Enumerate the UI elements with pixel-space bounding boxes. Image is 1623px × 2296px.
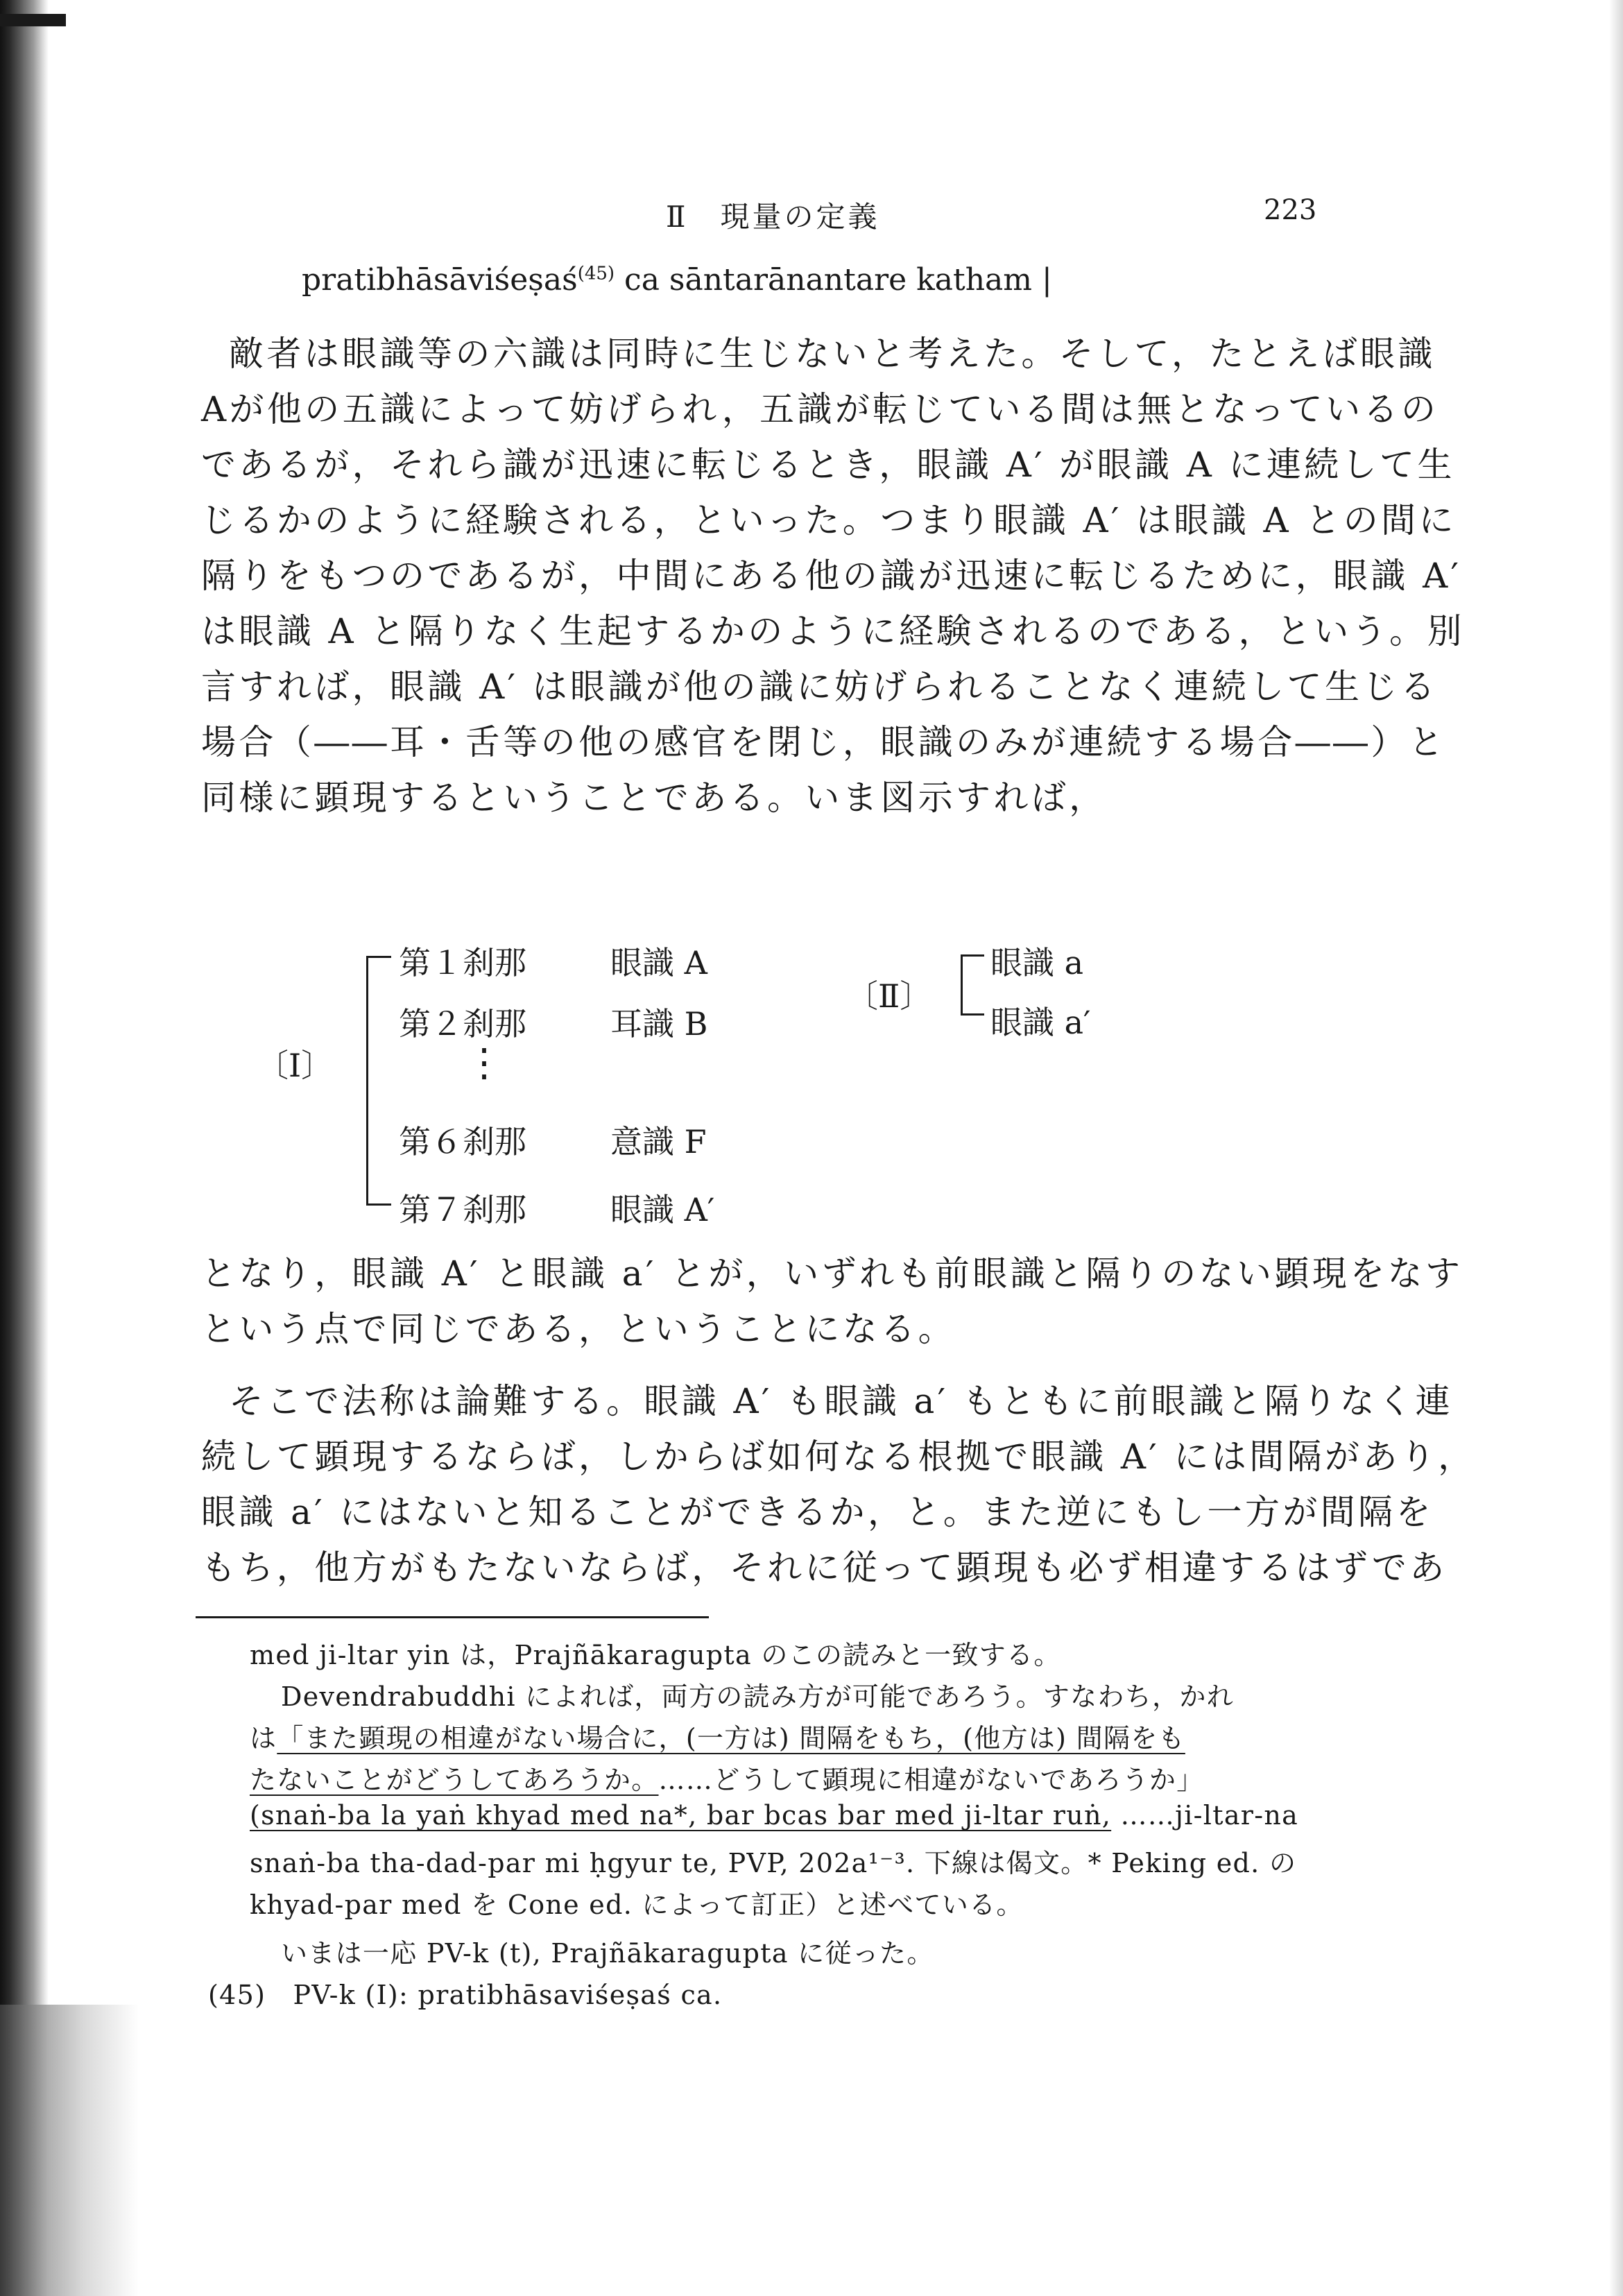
footnote-line-4-underlined: たないことがどうしてあろうか。: [250, 1765, 659, 1795]
bracket-1-vertical: [366, 956, 368, 1206]
body-line-8: 場合（――耳・舌等の他の感官を閉じ，眼識のみが連続する場合――）と: [201, 722, 1447, 762]
footnote-line-5: [250, 1800, 1298, 1831]
footnote-line-8: いまは一応 PV-k (t), Prajñākaragupta に従った。: [281, 1938, 934, 1969]
body3-line-3: 眼識 a′ にはないと知ることができるか，と。また逆にもし一方が間隔を: [201, 1492, 1434, 1532]
footnote-line-6: snaṅ-ba tha-dad-par mi ḥgyur te, PVP, 202a¹⁻³. 下線は偈文。* Peking ed. の: [250, 1848, 1297, 1878]
body-line-7: 言すれば，眼識 A′ は眼識が他の識に妨げられることなく連続して生じる: [201, 667, 1439, 707]
moment-2: 第２刹那: [399, 1005, 526, 1043]
body-line-3: であるが，それら識が迅速に転じるとき，眼識 A′ が眼識 A に連続して生: [201, 445, 1455, 485]
consciousness-2: 耳識 B: [610, 1005, 708, 1043]
body-line-6: は眼識 A と隔りなく生起するかのように経験されるのである，という。別: [201, 611, 1465, 651]
body-line-9: 同様に顕現するということである。いま図示すれば，: [201, 778, 1107, 818]
verse-post: ca sāntarānantare katham |: [615, 262, 1052, 298]
footnote-line-3-underlined: 「また顕現の相違がない場合に，(一方は) 間隔をもち，(他方は) 間隔をも: [277, 1723, 1185, 1754]
sanskrit-verse: [302, 262, 1052, 298]
group2-row-1: 眼識 a: [990, 944, 1084, 982]
scan-left-mark: [0, 14, 66, 26]
verse-note-ref: (45): [577, 263, 615, 284]
footnote-line-1: med ji-ltar yin は，Prajñākaragupta のこの読みと一致する。: [250, 1640, 1061, 1670]
body3-line-1: そこで法称は論難する。眼識 A′ も眼識 a′ もともに前眼識と隔りなく連: [229, 1381, 1453, 1421]
scan-left-edge: [0, 0, 49, 2296]
verse-pre: pratibhāsāviśeṣaś: [302, 262, 578, 298]
bracket-1-bottom: [366, 1203, 391, 1206]
scan-shadow: [0, 2005, 139, 2296]
footnote-line-3-pre: は: [250, 1723, 277, 1754]
bracket-2-vertical: [961, 954, 963, 1016]
body2-line-1: となり，眼識 A′ と眼識 a′ とが，いずれも前眼識と隔りのない顕現をなす: [201, 1253, 1463, 1294]
footnote-line-5-underlined: (snaṅ-ba la yaṅ khyad med na*, bar bcas bar med ji-ltar ruṅ,: [250, 1800, 1112, 1831]
bracket-2-bottom: [961, 1013, 984, 1016]
moment-6: 第６刹那: [399, 1123, 526, 1160]
consciousness-7: 眼識 A′: [610, 1191, 715, 1228]
body3-line-2: 続して顕現するならば，しからば如何なる根拠で眼識 A′ には間隔があり，: [201, 1437, 1476, 1477]
footnote-line-7: khyad-par med を Cone ed. によって訂正）と述べている。: [250, 1890, 1024, 1920]
moment-7: 第７刹那: [399, 1191, 526, 1228]
body2-line-2: という点で同じである，ということになる。: [201, 1309, 956, 1349]
footnote-line-5-post: ……ji-ltar-na: [1111, 1800, 1299, 1831]
footnote-separator: [196, 1616, 709, 1618]
page-number: 223: [1264, 194, 1317, 226]
diagram-ellipsis: ⋮: [465, 1040, 504, 1086]
footnote-line-4-post: ……どうして顕現に相違がないであろうか」: [658, 1765, 1204, 1795]
moment-1: 第１刹那: [399, 944, 526, 982]
body-line-4: じるかのように経験される，といった。つまり眼識 A′ は眼識 A との間に: [201, 500, 1457, 540]
body-line-5: 隔りをもつのであるが，中間にある他の識が迅速に転じるために，眼識 A′: [201, 556, 1462, 596]
scan-right-edge: [1609, 0, 1623, 2296]
bracket-2-top: [961, 954, 984, 957]
body3-line-4: もち，他方がもたないならば，それに従って顕現も必ず相違するはずであ: [201, 1548, 1448, 1588]
running-header-title: Ⅱ 現量の定義: [666, 200, 880, 234]
footnote-45: (45) PV-k (I): pratibhāsaviśeṣaś ca.: [208, 1980, 723, 2010]
footnote-line-4: [250, 1758, 1204, 1797]
footnote-line-3: [250, 1717, 1185, 1755]
body-line-2: Aが他の五識によって妨げられ，五識が転じている間は無となっているの: [201, 389, 1439, 429]
group2-row-2: 眼識 a′: [990, 1004, 1091, 1041]
consciousness-6: 意識 F: [610, 1123, 707, 1160]
diagram-label-2: 〔Ⅱ〕: [846, 977, 932, 1015]
footnote-line-2: Devendrabuddhi によれば，両方の読み方が可能であろう。すなわち，かれ: [281, 1681, 1234, 1712]
diagram-label-1: 〔Ⅰ〕: [257, 1047, 334, 1084]
bracket-1-top: [366, 956, 391, 958]
consciousness-1: 眼識 A: [610, 944, 707, 982]
body-line-1: 敵者は眼識等の六識は同時に生じないと考えた。そして，たとえば眼識: [229, 334, 1436, 374]
